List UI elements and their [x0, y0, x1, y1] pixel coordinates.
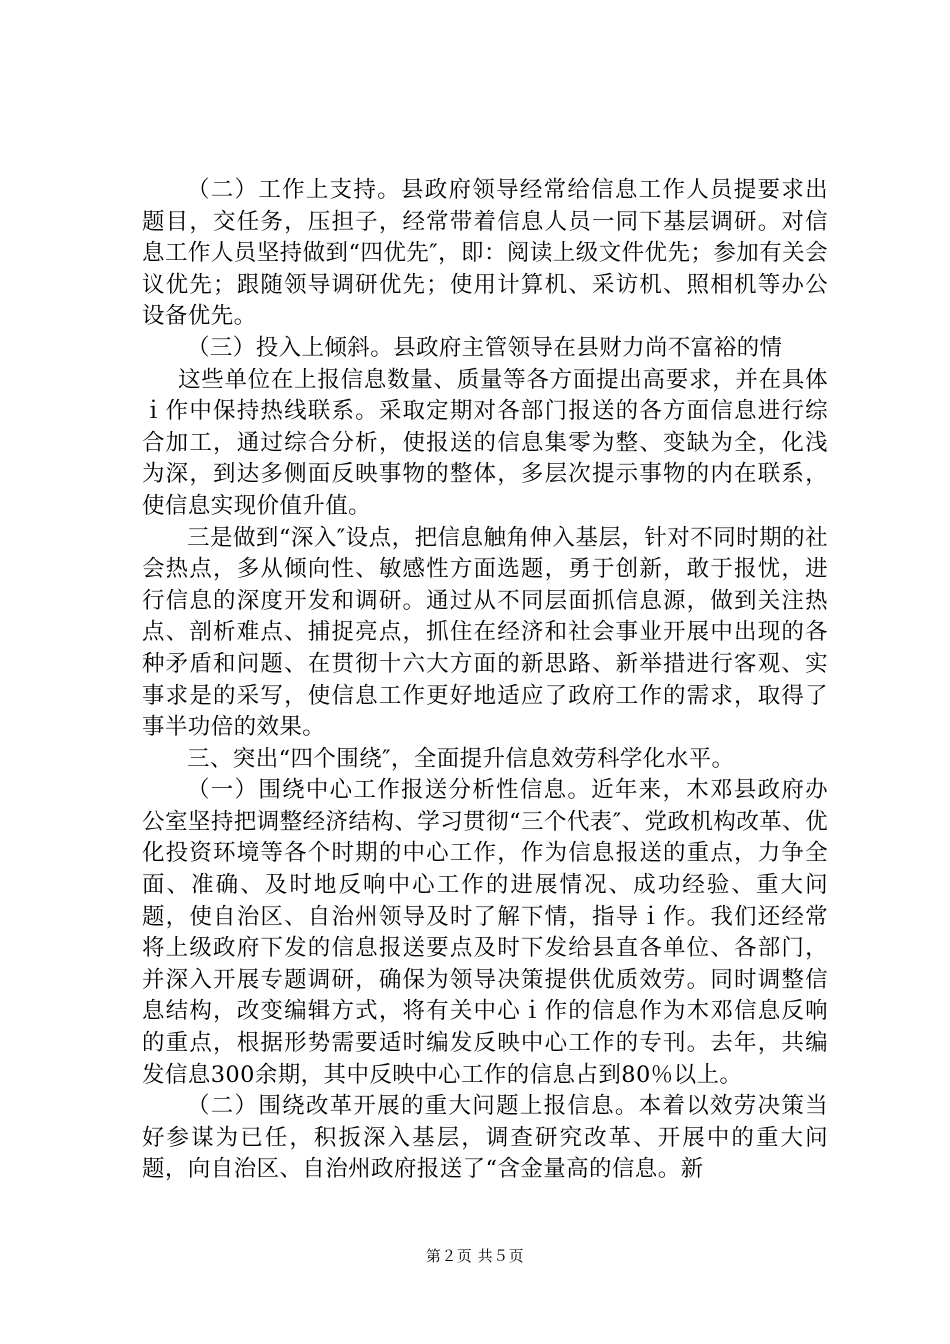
- paragraph-in-depth-points: 三是做到“深入″设点，把信息触角伸入基层，针对不同时期的社会热点，多从倾向性、敏感性方面选题，勇于创新，敢于报忧，进行信息的深度开发和调研。通过从不同层面抓信息源，做到关注热点、剖析难点、捕捉亮点，抓住在经济和社会事业开展中出现的各种矛盾和问题、在贯彻十六大方面的新思路、新举措进行客观、实事求是的采写，使信息工作更好地适应了政府工作的需求，取得了事半功倍的效果。: [142, 524, 828, 741]
- paragraph-reform-issues-info: （二）围绕改革开展的重大问题上报信息。本着以效劳决策当好参谋为已任，积扳深入基层，调查研究改革、开展中的重大问题，向自治区、自治州政府报送了“含金量高的信息。新: [142, 1093, 828, 1183]
- paragraph-units-reporting: 这些单位在上报信息数量、质量等各方面提出高要求，并在具体ｉ作中保持热线联系。采取定期对各部门报送的各方面信息进行综合加工，通过综合分析，使报送的信息集零为整、变缺为全，化浅为深，到达多侧面反映事物的整体，多层次提示事物的内在联系，使信息实现价值升值。: [142, 366, 828, 519]
- page-number-footer: 第２页 共５页: [425, 1247, 525, 1265]
- section-heading-four-focuses: 三、突出“四个围绕″，全面提升信息效劳科学化水平。: [187, 745, 735, 772]
- paragraph-central-work-info: （一）围绕中心工作报送分析性信息。近年来，木邓县政府办公室坚持把调整经济结构、学习贯彻“三个代表″、党政机构改革、优化投资环境等各个时期的中心工作，作为信息报送的重点，力争全面、准确、及时地反响中心工作的进展情况、成功经验、重大问题，使自治区、自治州领导及时了解下情，指导ｉ作。我们还经常将上级政府下发的信息报送要点及时下发给县直各单位、各部门，并深入开展专题调研，确保为领导决策提供优质效劳。同时调整信息结构，改变编辑方式，将有关中心ｉ作的信息作为木邓信息反响的重点，根据形势需要适时编发反映中心工作的专刊。去年，共编发信息300余期，其中反映中心工作的信息占到80％以上。: [142, 777, 828, 1088]
- paragraph-work-support: （二）工作上支持。县政府领导经常给信息工作人员提要求出题目，交任务，压担子，经常带着信息人员一同下基层调研。对信息工作人员坚持做到“四优先″，即：阅读上级文件优先；参加有关会议优先；跟随领导调研优先；使用计算机、采访机、照相机等办公设备优先。: [142, 177, 828, 330]
- document-body: [142, 175, 828, 1186]
- paragraph-investment-tilt: （三）投入上倾斜。县政府主管领导在县财力尚不富裕的情: [187, 334, 783, 361]
